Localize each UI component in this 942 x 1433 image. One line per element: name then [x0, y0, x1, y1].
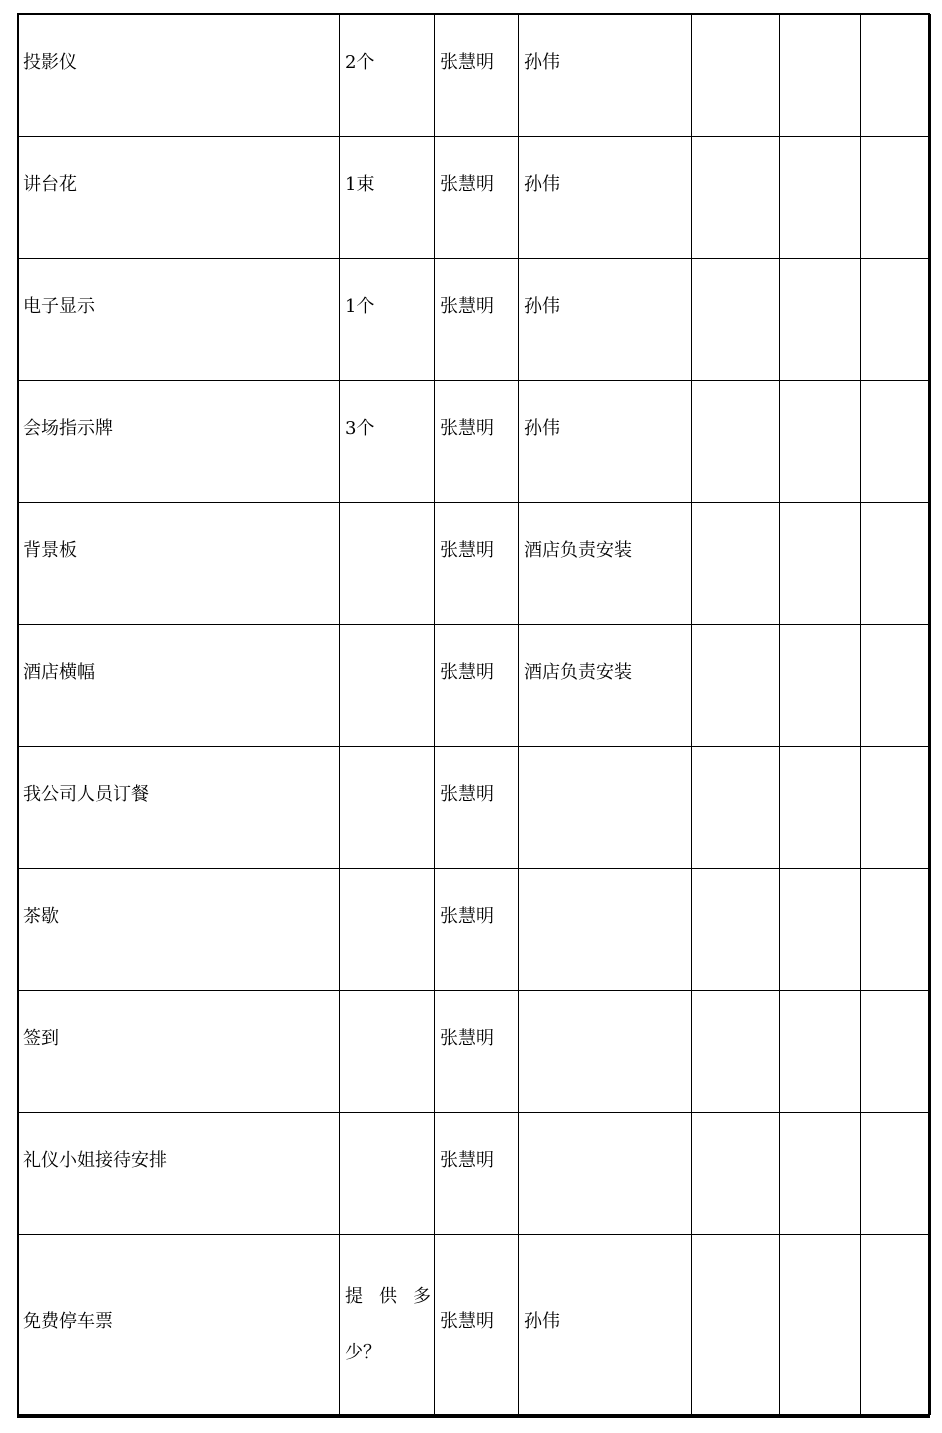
quantity-cell: 1束 — [340, 137, 435, 259]
owner-cell: 张慧明 — [435, 625, 519, 747]
empty-cell — [780, 503, 861, 625]
empty-cell — [692, 991, 780, 1113]
assistant-cell — [519, 1113, 692, 1235]
empty-cell — [692, 503, 780, 625]
empty-cell — [861, 991, 931, 1113]
item-cell: 茶歇 — [18, 869, 340, 991]
empty-cell — [861, 747, 931, 869]
empty-cell — [692, 869, 780, 991]
assistant-cell — [519, 747, 692, 869]
empty-cell — [861, 1235, 931, 1415]
item-cell: 投影仪 — [18, 15, 340, 137]
table-row — [18, 259, 931, 381]
owner-cell: 张慧明 — [435, 1113, 519, 1235]
quantity-cell: 1个 — [340, 259, 435, 381]
empty-cell — [780, 991, 861, 1113]
item-cell: 酒店横幅 — [18, 625, 340, 747]
assistant-cell: 孙伟 — [519, 1235, 692, 1415]
empty-cell — [861, 503, 931, 625]
quantity-cell — [340, 991, 435, 1113]
empty-cell — [692, 381, 780, 503]
assistant-cell — [519, 869, 692, 991]
owner-cell: 张慧明 — [435, 137, 519, 259]
task-table — [17, 14, 931, 1415]
owner-cell: 张慧明 — [435, 1235, 519, 1415]
empty-cell — [780, 137, 861, 259]
assistant-cell: 酒店负责安装 — [519, 625, 692, 747]
empty-cell — [780, 1235, 861, 1415]
quantity-cell: 提 供 多 少？ — [340, 1235, 435, 1415]
table-row — [18, 137, 931, 259]
assistant-cell: 孙伟 — [519, 137, 692, 259]
quantity-cell — [340, 869, 435, 991]
owner-cell: 张慧明 — [435, 15, 519, 137]
empty-cell — [861, 381, 931, 503]
empty-cell — [861, 625, 931, 747]
empty-cell — [692, 137, 780, 259]
item-cell: 免费停车票 — [18, 1235, 340, 1415]
empty-cell — [780, 1113, 861, 1235]
owner-cell: 张慧明 — [435, 991, 519, 1113]
empty-cell — [692, 259, 780, 381]
assistant-cell: 孙伟 — [519, 259, 692, 381]
item-cell: 我公司人员订餐 — [18, 747, 340, 869]
table-row — [18, 1113, 931, 1235]
item-cell: 礼仪小姐接待安排 — [18, 1113, 340, 1235]
assistant-cell: 孙伟 — [519, 15, 692, 137]
table-row — [18, 991, 931, 1113]
empty-cell — [780, 15, 861, 137]
empty-cell — [692, 747, 780, 869]
table-row — [18, 747, 931, 869]
item-cell: 讲台花 — [18, 137, 340, 259]
quantity-cell: 2个 — [340, 15, 435, 137]
table-left-border — [17, 13, 19, 1418]
empty-cell — [861, 15, 931, 137]
table-bottom-border — [17, 1415, 930, 1418]
table-row — [18, 503, 931, 625]
owner-cell: 张慧明 — [435, 503, 519, 625]
item-cell: 签到 — [18, 991, 340, 1113]
empty-cell — [861, 259, 931, 381]
item-cell: 电子显示 — [18, 259, 340, 381]
empty-cell — [780, 259, 861, 381]
table-row — [18, 625, 931, 747]
table-row — [18, 381, 931, 503]
task-table-container — [17, 14, 930, 1415]
owner-cell: 张慧明 — [435, 259, 519, 381]
quantity-cell — [340, 747, 435, 869]
table-row — [18, 869, 931, 991]
owner-cell: 张慧明 — [435, 381, 519, 503]
quantity-cell — [340, 1113, 435, 1235]
empty-cell — [780, 747, 861, 869]
table-row — [18, 15, 931, 137]
empty-cell — [780, 869, 861, 991]
assistant-cell: 孙伟 — [519, 381, 692, 503]
table-top-border — [17, 13, 930, 15]
item-cell: 背景板 — [18, 503, 340, 625]
item-cell: 会场指示牌 — [18, 381, 340, 503]
empty-cell — [861, 137, 931, 259]
empty-cell — [692, 1235, 780, 1415]
empty-cell — [692, 15, 780, 137]
owner-cell: 张慧明 — [435, 747, 519, 869]
empty-cell — [692, 625, 780, 747]
quantity-cell: 3个 — [340, 381, 435, 503]
assistant-cell: 酒店负责安装 — [519, 503, 692, 625]
table-right-border — [928, 13, 930, 1418]
empty-cell — [692, 1113, 780, 1235]
empty-cell — [861, 1113, 931, 1235]
empty-cell — [861, 869, 931, 991]
empty-cell — [780, 381, 861, 503]
quantity-cell — [340, 503, 435, 625]
empty-cell — [780, 625, 861, 747]
owner-cell: 张慧明 — [435, 869, 519, 991]
quantity-cell — [340, 625, 435, 747]
assistant-cell — [519, 991, 692, 1113]
table-row — [18, 1235, 931, 1415]
